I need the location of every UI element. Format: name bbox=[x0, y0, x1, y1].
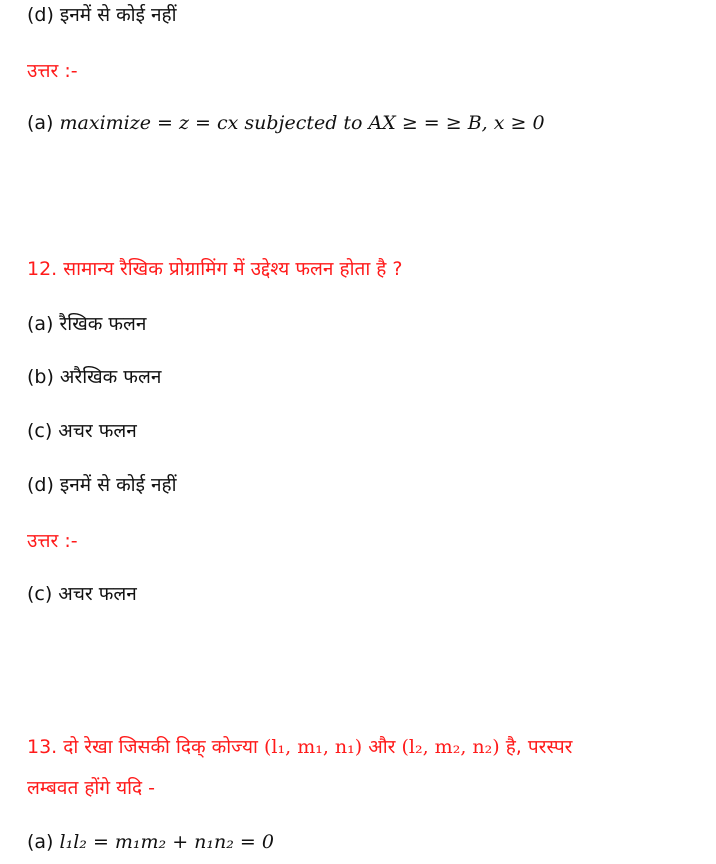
q13-option-a bbox=[27, 829, 274, 855]
q12-option-c: (c) अचर फलन bbox=[27, 420, 137, 442]
answer-prefix: (a) bbox=[27, 112, 54, 134]
q12-answer: (c) अचर फलन bbox=[27, 583, 137, 605]
q13-tuple-1: (l₁, m₁, n₁) bbox=[264, 736, 363, 758]
q12-option-b: (b) अरैखिक फलन bbox=[27, 366, 162, 388]
q12-option-d: (d) इनमें से कोई नहीं bbox=[27, 474, 177, 496]
prev-option-d: (d) इनमें से कोई नहीं bbox=[27, 4, 177, 26]
answer-label: उत्तर :- bbox=[27, 60, 78, 82]
answer-text bbox=[27, 110, 545, 136]
q13-text-2: है, परस्पर bbox=[505, 736, 573, 758]
q12-answer-label: उत्तर :- bbox=[27, 530, 78, 552]
question-13-line1 bbox=[27, 734, 572, 760]
q13-tuple-2: (l₂, m₂, n₂) bbox=[401, 736, 500, 758]
question-13-line2: लम्बवत होंगे यदि - bbox=[27, 777, 156, 799]
answer-math: maximize = z = cx subjected to AX ≥ = ≥ B, x ≥ 0 bbox=[59, 112, 545, 134]
question-12: 12. सामान्य रैखिक प्रोग्रामिंग में उद्देश्य फलन होता है ? bbox=[27, 258, 403, 280]
q13-a-math: l₁l₂ = m₁m₂ + n₁n₂ = 0 bbox=[59, 831, 274, 853]
q13-text-1: 13. दो रेखा जिसकी दिक् कोज्या bbox=[27, 736, 258, 758]
q12-option-a: (a) रैखिक फलन bbox=[27, 313, 147, 335]
q13-and: और bbox=[368, 736, 396, 758]
q13-a-prefix: (a) bbox=[27, 831, 54, 853]
